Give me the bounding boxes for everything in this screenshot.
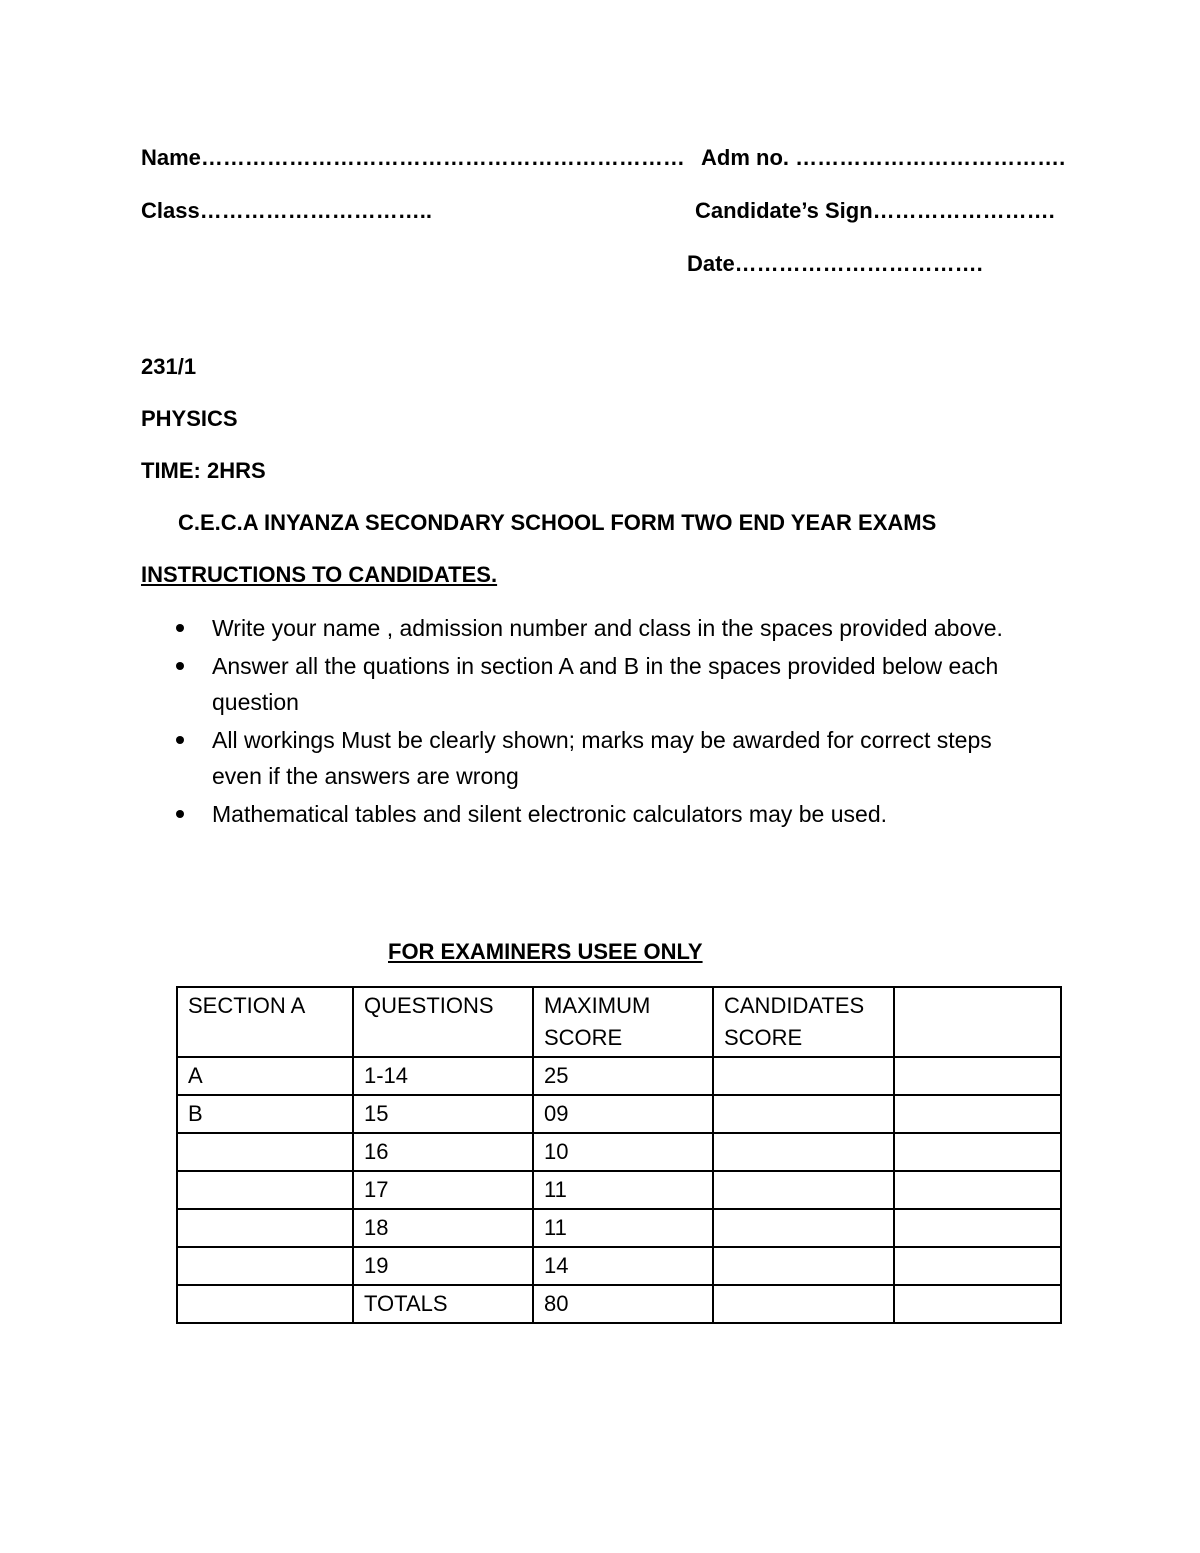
instructions-heading: INSTRUCTIONS TO CANDIDATES. xyxy=(141,562,498,587)
paper-code: 231/1 xyxy=(141,354,197,379)
table-cell: 09 xyxy=(533,1095,713,1133)
table-cell xyxy=(177,1171,353,1209)
table-cell: 11 xyxy=(533,1171,713,1209)
table-cell: 10 xyxy=(533,1133,713,1171)
table-row xyxy=(177,1209,1061,1247)
table-cell xyxy=(713,1209,894,1247)
table-cell: TOTALS xyxy=(353,1285,533,1323)
table-cell xyxy=(713,1171,894,1209)
examiners-heading: FOR EXAMINERS USEE ONLY xyxy=(388,939,703,964)
instruction-text: Answer all the quations in section A and B in the spaces provided below each question xyxy=(212,653,999,715)
table-row xyxy=(177,1285,1061,1323)
table-cell xyxy=(713,1095,894,1133)
table-cell: 14 xyxy=(533,1247,713,1285)
class-field: Class………………………….. xyxy=(141,198,432,223)
table-cell: 25 xyxy=(533,1057,713,1095)
table-cell xyxy=(894,1133,1061,1171)
table-cell xyxy=(713,1247,894,1285)
name-field: Name………………………………………………………… xyxy=(141,145,685,170)
bullet-icon xyxy=(176,810,184,818)
table-cell xyxy=(894,1095,1061,1133)
table-cell: 15 xyxy=(353,1095,533,1133)
column-header: CANDIDATES SCORE xyxy=(713,987,894,1057)
date-field: Date……………………………. xyxy=(687,251,983,276)
table-cell: 18 xyxy=(353,1209,533,1247)
bullet-icon xyxy=(176,662,184,670)
table-cell xyxy=(894,1285,1061,1323)
candidate-sign-field: Candidate’s Sign……………………. xyxy=(695,198,1055,223)
table-cell xyxy=(894,1247,1061,1285)
table-cell: 11 xyxy=(533,1209,713,1247)
bullet-icon xyxy=(176,736,184,744)
table-cell xyxy=(713,1133,894,1171)
table-cell xyxy=(177,1209,353,1247)
table-row xyxy=(177,1057,1061,1095)
column-header xyxy=(894,987,1061,1057)
table-row xyxy=(177,1095,1061,1133)
table-cell xyxy=(177,1133,353,1171)
instruction-text: All workings Must be clearly shown; marks may be awarded for correct steps even if the answers are wrong xyxy=(212,727,992,789)
table-cell: A xyxy=(177,1057,353,1095)
table-header-row xyxy=(177,987,1061,1057)
table-cell xyxy=(177,1285,353,1323)
list-item xyxy=(174,610,1034,646)
instruction-text: Mathematical tables and silent electronic calculators may be used. xyxy=(212,801,888,827)
table-row xyxy=(177,1171,1061,1209)
table-cell xyxy=(713,1057,894,1095)
list-item xyxy=(174,722,1034,794)
paper-subject: PHYSICS xyxy=(141,406,238,431)
exam-title: C.E.C.A INYANZA SECONDARY SCHOOL FORM TWO END YEAR EXAMS xyxy=(178,510,937,535)
instructions-list xyxy=(174,610,1034,834)
table-cell: B xyxy=(177,1095,353,1133)
bullet-icon xyxy=(176,624,184,632)
table-cell: 19 xyxy=(353,1247,533,1285)
score-table xyxy=(176,986,1062,1324)
table-cell: 1-14 xyxy=(353,1057,533,1095)
paper-time: TIME: 2HRS xyxy=(141,458,266,483)
instruction-text: Write your name , admission number and class in the spaces provided above. xyxy=(212,615,1003,641)
table-cell xyxy=(894,1171,1061,1209)
list-item xyxy=(174,796,1034,832)
table-cell xyxy=(894,1057,1061,1095)
table-cell: 80 xyxy=(533,1285,713,1323)
table-row xyxy=(177,1247,1061,1285)
table-cell xyxy=(713,1285,894,1323)
column-header: MAXIMUM SCORE xyxy=(533,987,713,1057)
column-header: SECTION A xyxy=(177,987,353,1057)
table-cell: 16 xyxy=(353,1133,533,1171)
list-item xyxy=(174,648,1034,720)
column-header: QUESTIONS xyxy=(353,987,533,1057)
table-cell: 17 xyxy=(353,1171,533,1209)
table-row xyxy=(177,1133,1061,1171)
adm-no-field: Adm no. ………………………………. xyxy=(701,145,1066,170)
table-cell xyxy=(894,1209,1061,1247)
table-cell xyxy=(177,1247,353,1285)
